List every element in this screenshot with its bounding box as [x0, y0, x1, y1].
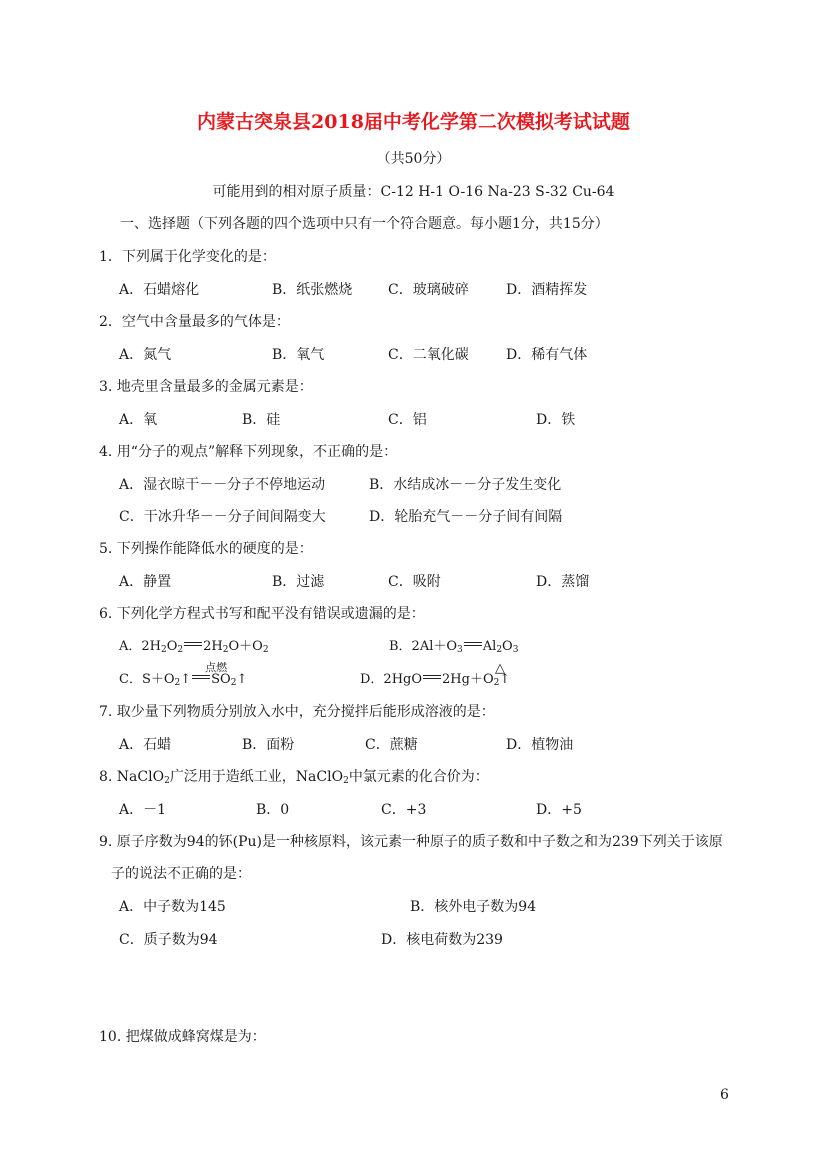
question-3-stem: 3. 地壳里含量最多的金属元素是：	[99, 379, 313, 395]
q5-option-b: B．过滤	[272, 574, 325, 590]
page-title: 内蒙古突泉县2018届中考化学第二次模拟考试试题	[197, 111, 630, 133]
equals-sign	[423, 675, 441, 679]
reaction-condition: 点燃	[205, 661, 228, 674]
q8-option-b: B．0	[256, 802, 290, 818]
q6-option-a: A．$2H_2O_2$ $2H_2O+O_2$	[119, 639, 269, 655]
question-9-stem-line-1: 9. 原子序数为94的钚(Pu)是一种核原料，该元素一种原子的质子数和中子数之和为239下列关于该原	[99, 834, 723, 850]
atomic-masses: 可能用到的相对原子质量：C-12 H-1 O-16 Na-23 S-32 Cu-64	[212, 184, 615, 200]
equals-sign	[464, 642, 482, 646]
question-5-stem: 5. 下列操作能降低水的硬度的是：	[99, 541, 313, 557]
q6-option-d: D．2HgO $2Hg+O_2↑$	[360, 672, 511, 688]
q7-option-b: B．面粉	[242, 737, 295, 753]
q4-option-c: C．干冰升华－－分子间间隔变大	[119, 509, 326, 525]
question-8-stem: 8. NaClO$_2$广泛用于造纸工业，NaClO$_2$中氯元素的化合价为：	[99, 769, 489, 786]
q7-option-d: D．植物油	[506, 737, 574, 753]
q2-option-d: D．稀有气体	[506, 347, 588, 363]
question-9-stem-line-2: 子的说法不正确的是：	[111, 866, 251, 882]
up-arrow-icon: ↑	[499, 672, 511, 687]
section-heading: 一、选择题（下列各题的四个选项中只有一个符合题意。每小题1分，共15分）	[120, 216, 609, 232]
question-2-stem: 2．空气中含量最多的气体是：	[99, 314, 290, 330]
q3-option-d: D．铁	[536, 412, 576, 428]
q8-option-c: C．+3	[381, 802, 427, 818]
q1-option-d: D．酒精挥发	[506, 282, 588, 298]
q4-option-b: B．水结成冰－－分子发生变化	[369, 477, 562, 493]
q2-option-a: A．氮气	[119, 347, 172, 363]
up-arrow-icon: ↑	[236, 672, 248, 687]
q7-option-c: C．蔗糖	[365, 737, 418, 753]
question-6-stem: 6. 下列化学方程式书写和配平没有错误或遗漏的是：	[99, 606, 425, 622]
q5-option-c: C．吸附	[388, 574, 441, 590]
q5-option-d: D．蒸馏	[536, 574, 590, 590]
question-4-stem: 4. 用“分子的观点”解释下列现象，不正确的是：	[99, 444, 398, 460]
q9-option-c: C．质子数为94	[119, 932, 218, 948]
q8-option-a: A．－1	[119, 802, 167, 818]
q6-option-c: C．$S+O_2↑$ 点燃 $SO_2↑$	[119, 661, 248, 688]
q1-option-b: B．纸张燃烧	[272, 282, 353, 298]
question-10-stem: 10. 把煤做成蜂窝煤是为：	[99, 1029, 266, 1045]
question-7-stem: 7. 取少量下列物质分别放入水中，充分搅拌后能形成溶液的是：	[99, 704, 495, 720]
q9-option-d: D．核电荷数为239	[381, 932, 503, 948]
q1-option-c: C．玻璃破碎	[388, 282, 469, 298]
q3-option-b: B．硅	[242, 412, 281, 428]
heat-triangle-icon: △	[495, 661, 505, 676]
q9-option-a: A．中子数为145	[119, 899, 226, 915]
q3-option-a: A．氧	[119, 412, 158, 428]
q7-option-a: A．石蜡	[119, 737, 172, 753]
q5-option-a: A．静置	[119, 574, 172, 590]
q3-option-c: C．铝	[388, 412, 427, 428]
q6-option-b: B．$2Al+O_3$ $Al_2O_3$	[389, 639, 519, 655]
q9-option-b: B．核外电子数为94	[410, 899, 537, 915]
question-1-stem: 1．下列属于化学变化的是：	[99, 249, 276, 265]
q1-option-a: A．石蜡熔化	[119, 282, 200, 298]
q2-option-c: C．二氧化碳	[388, 347, 469, 363]
equals-sign	[184, 642, 202, 646]
q8-option-d: D．+5	[536, 802, 582, 818]
page-number: 6	[720, 1087, 729, 1103]
q4-option-a: A．湿衣晾干－－分子不停地运动	[119, 477, 326, 493]
total-score: （共50分）	[376, 151, 451, 167]
q2-option-b: B．氧气	[272, 347, 325, 363]
up-arrow-icon: ↑	[180, 672, 192, 687]
q4-option-d: D．轮胎充气－－分子间有间隔	[369, 509, 563, 525]
